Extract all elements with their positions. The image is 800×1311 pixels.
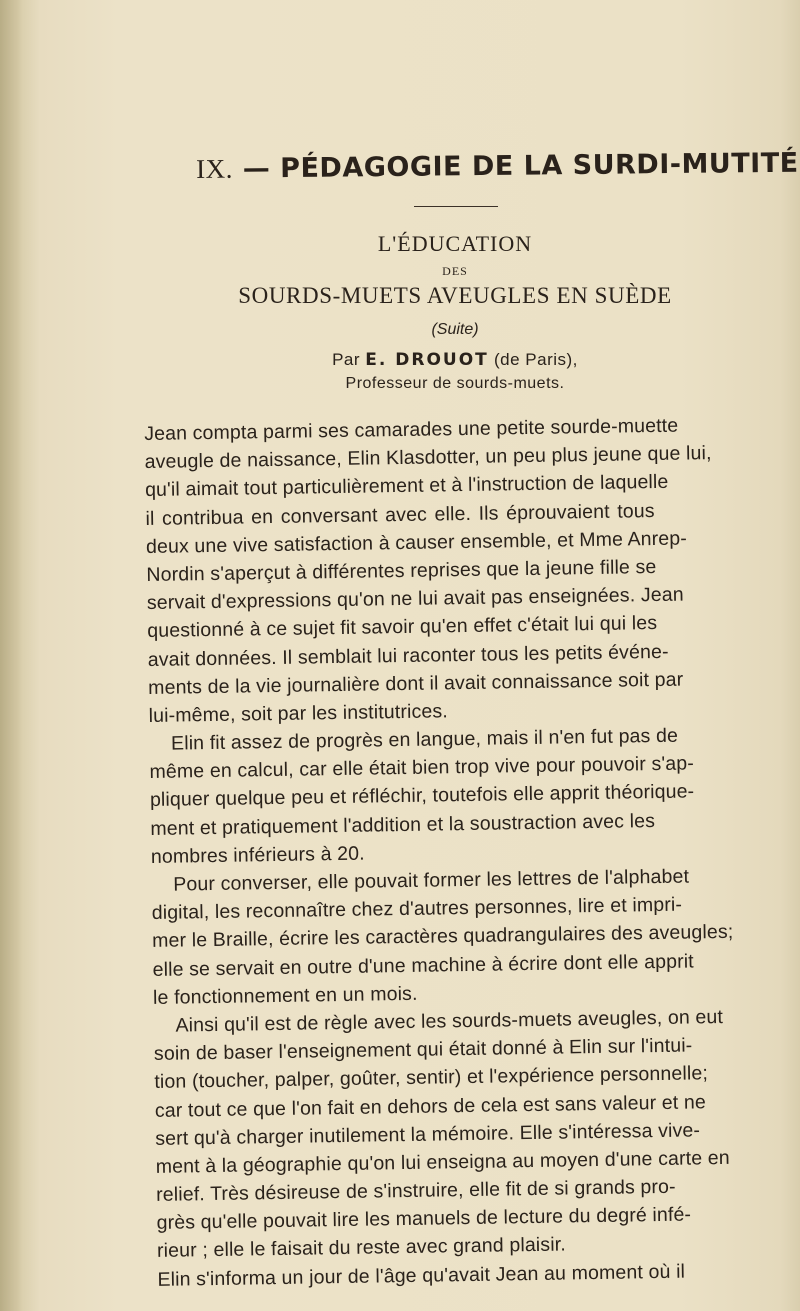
- body-line: ment à la géographie qu'on lui enseigna au moyen d'une carte en: [155, 1146, 730, 1178]
- body-line: digital, les reconnaître chez d'autres personnes, lire et impri-: [151, 893, 683, 925]
- article-title-line2: DES: [442, 264, 468, 278]
- body-line: deux une vive satisfaction à causer ensemble, et Mme Anrep-: [145, 527, 688, 558]
- title-divider: [414, 206, 498, 207]
- body-line: le fonctionnement en un mois.: [152, 982, 418, 1009]
- author-role: Professeur de sourds-muets.: [345, 375, 565, 392]
- body-line: rieur ; elle le faisait du reste avec grand plaisir.: [156, 1233, 567, 1263]
- body-line: servait d'expressions qu'on ne lui avait pas enseignées. Jean: [146, 583, 684, 615]
- body-line: lui-même, soit par les institutrices.: [148, 700, 449, 727]
- body-line: relief. Très désireuse de s'instruire, elle fit de si grands pro-: [156, 1175, 676, 1206]
- body-line: Ainsi qu'il est de règle avec les sourds-muets aveugles, on eut: [175, 1005, 724, 1037]
- article-title-line1: L'ÉDUCATION: [377, 231, 533, 256]
- author-name: E. DROUOT: [365, 350, 489, 370]
- body-line: Jean compta parmi ses camarades une petite sourde-muette: [144, 414, 679, 445]
- body-line: Pour converser, elle pouvait former les lettres de l'alphabet: [173, 865, 690, 896]
- body-line: Elin fit assez de progrès en langue, mais il n'en fut pas de: [170, 724, 679, 755]
- chapter-heading: [196, 147, 799, 185]
- body-line: Elin s'informa un jour de l'âge qu'avait Jean au moment où il: [157, 1260, 686, 1291]
- body-line: car tout ce que l'on fait en dehors de cela est sans valeur et ne: [154, 1090, 707, 1122]
- author-origin: (de Paris),: [494, 350, 578, 369]
- byline-prefix: Par: [332, 350, 361, 369]
- body-line: même en calcul, car elle était bien trop vive pour pouvoir s'ap-: [149, 752, 695, 784]
- body-line: elle se servait en outre d'une machine à écrire dont elle apprit: [152, 949, 694, 981]
- continued-marker: (Suite): [431, 321, 479, 338]
- chapter-title: — PÉDAGOGIE DE LA SURDI-MUTITÉ: [242, 147, 799, 185]
- body-line: questionné à ce sujet fit savoir qu'en effet c'était lui qui les: [147, 612, 658, 643]
- chapter-number: IX.: [196, 153, 234, 184]
- body-line: il contribua en conversant avec elle. Ils éprouvaient tous: [145, 499, 655, 530]
- body-line: aveugle de naissance, Elin Klasdotter, un peu plus jeune que lui,: [144, 442, 712, 474]
- body-line: nombres inférieurs à 20.: [150, 842, 365, 868]
- body-line: sert qu'à charger inutilement la mémoire. Elle s'intéressa vive-: [155, 1119, 701, 1150]
- body-line: ment et pratiquement l'addition et la soustraction avec les: [150, 809, 656, 840]
- body-line: tion (toucher, palper, goûter, sentir) et l'expérience personnelle;: [154, 1062, 709, 1094]
- body-line: soin de baser l'enseignement qui était donné à Elin sur l'intui-: [153, 1034, 693, 1066]
- body-line: grès qu'elle pouvait lire les manuels de lecture du degré infé-: [156, 1203, 692, 1235]
- body-line: mer le Braille, écrire les caractères quadrangulaires des aveugles;: [152, 921, 734, 953]
- body-line: avait données. Il semblait lui raconter tous les petits événe-: [147, 640, 669, 671]
- body-line: pliquer quelque peu et réfléchir, toutefois elle apprit théorique-: [149, 780, 695, 812]
- body-line: ments de la vie journalière dont il avait connaissance soit par: [148, 668, 684, 699]
- article-title-line3: SOURDS-MUETS AVEUGLES EN SUÈDE: [238, 283, 672, 308]
- body-line: Nordin s'aperçut à différentes reprises que la jeune fille se: [146, 555, 657, 586]
- body-line: qu'il aimait tout particulièrement et à l'instruction de laquelle: [144, 471, 669, 502]
- body-text: [144, 410, 798, 1294]
- binding-gutter: [0, 0, 22, 1311]
- byline: [0, 350, 800, 370]
